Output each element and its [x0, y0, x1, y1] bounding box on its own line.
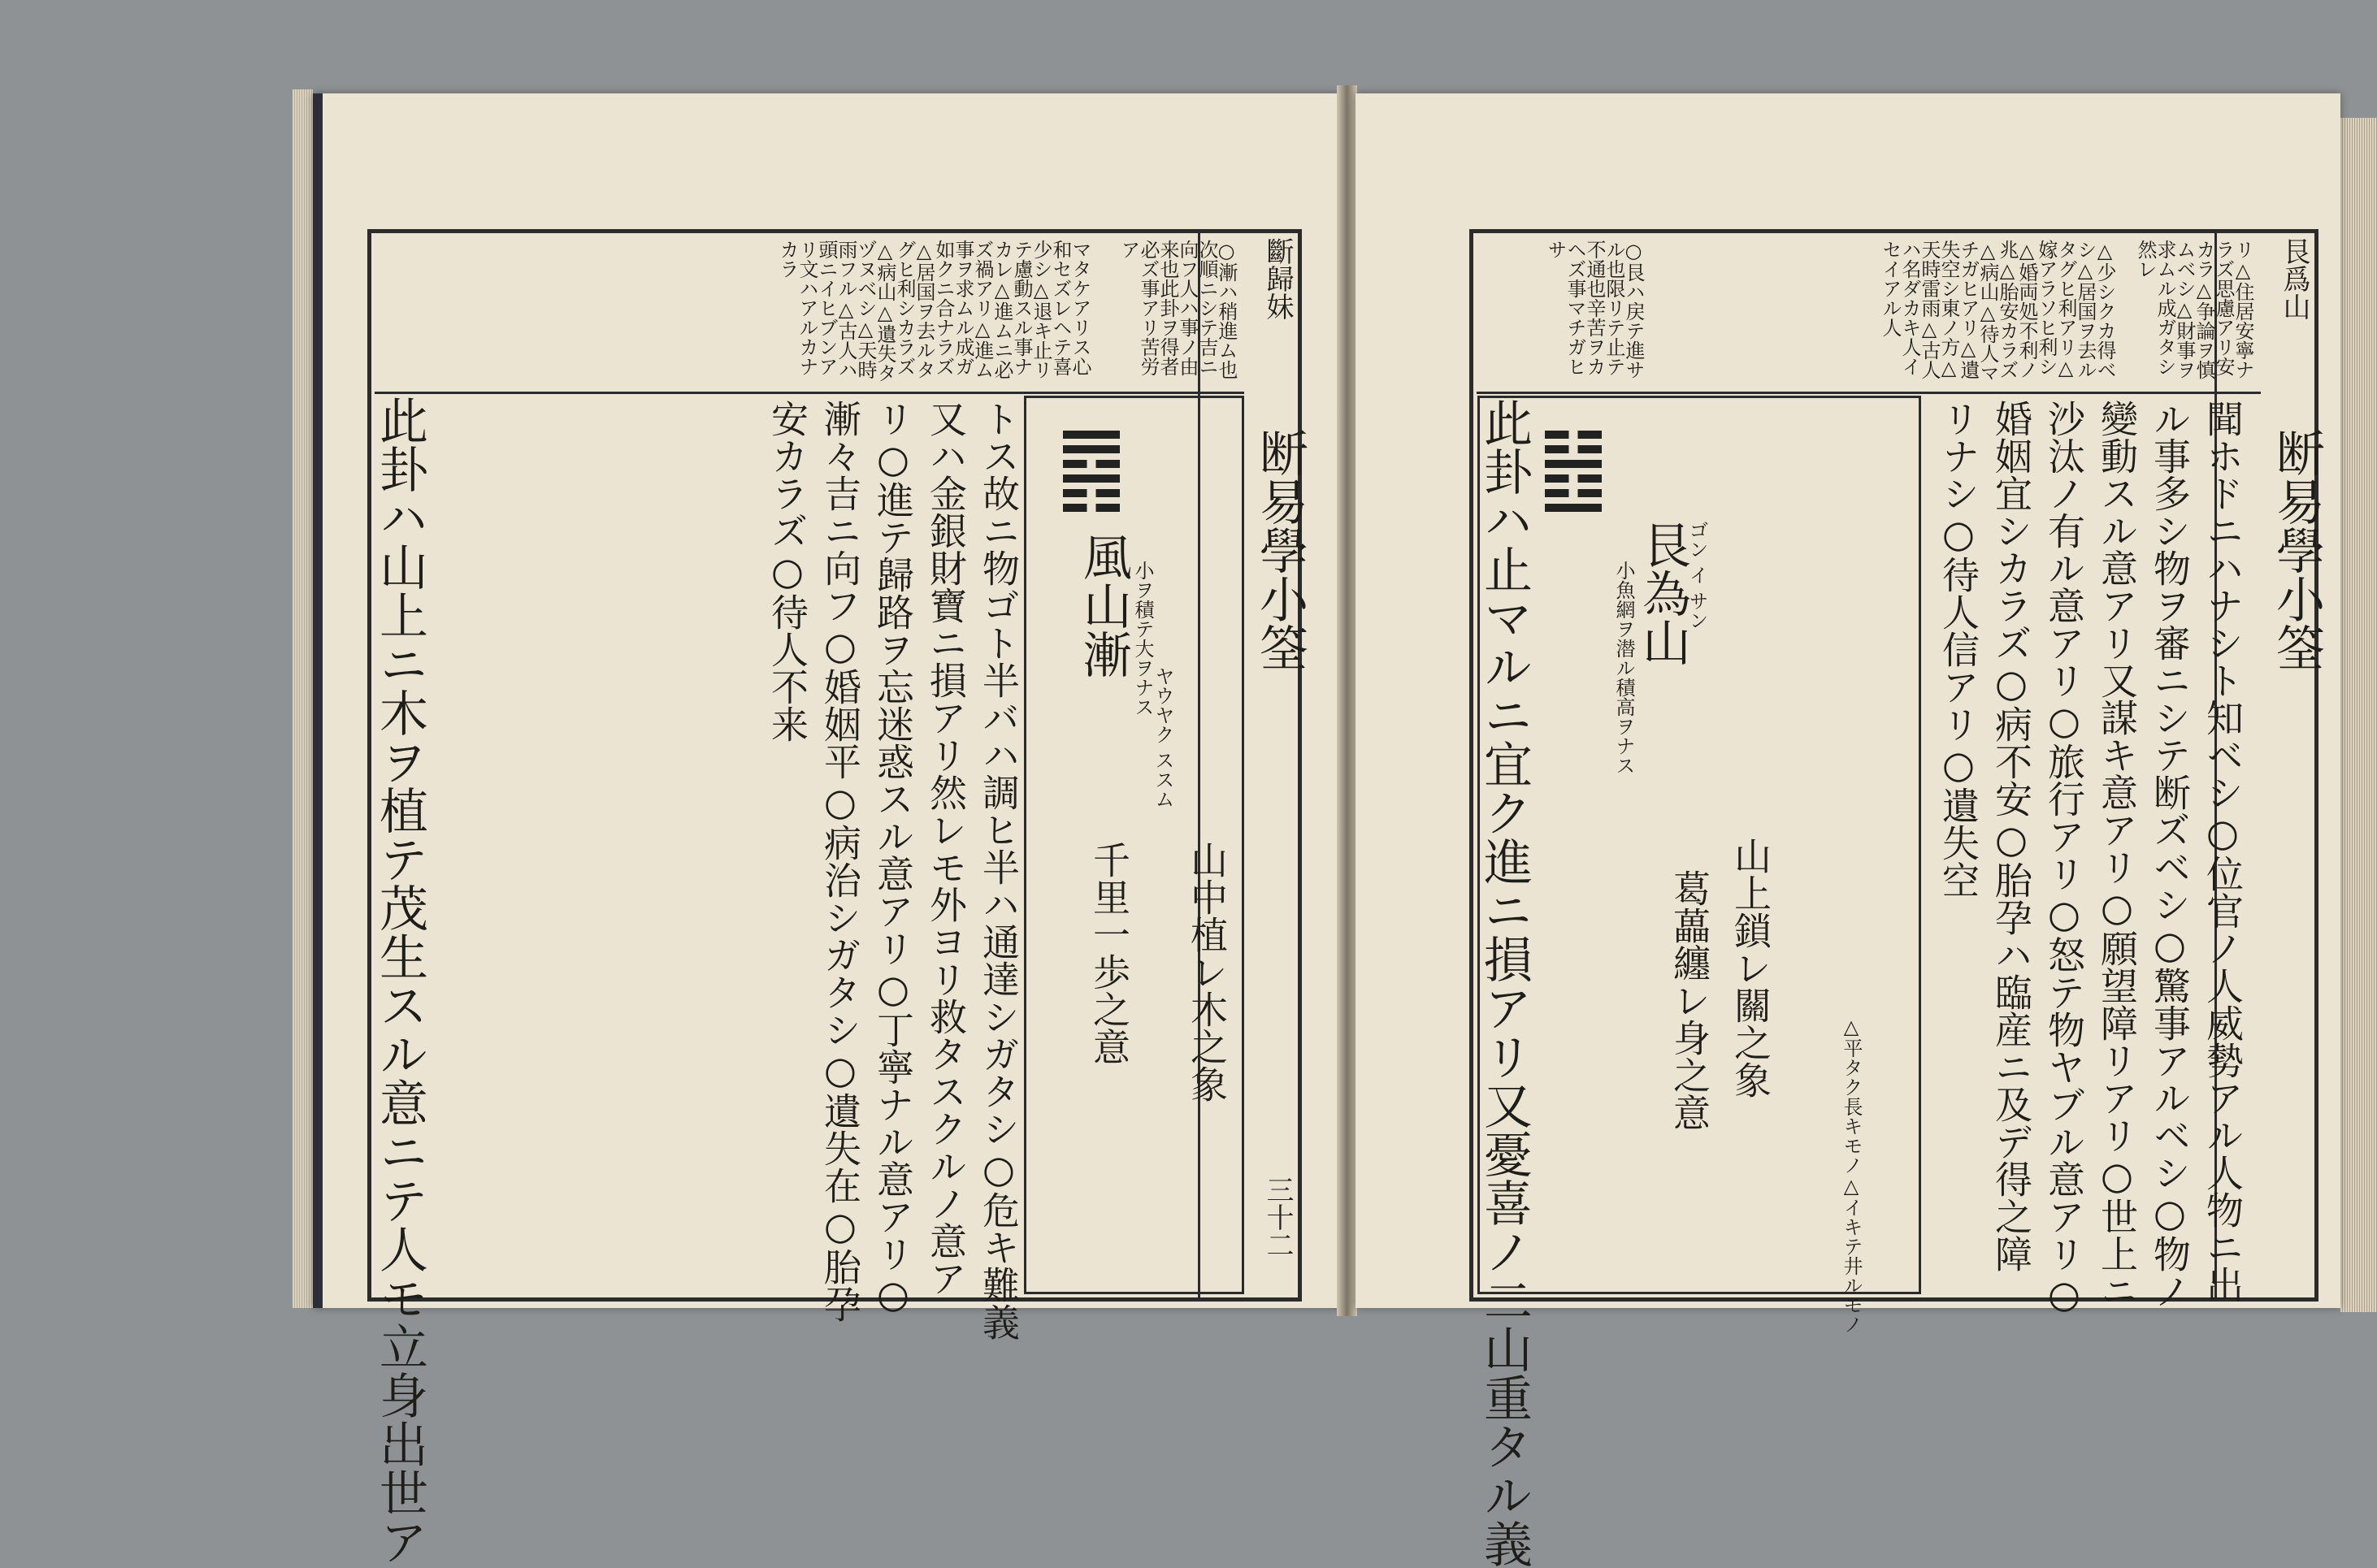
left-notes-1: ○漸ハ稍進ム也次順ニシテ吉ニ向フ人ハ事ノ由来也此卦ヲ得者必ズ事アリ苦労ア: [1117, 240, 1238, 379]
right-hexagram-reading: ゴン イ サン: [1685, 520, 1708, 630]
hexagram-symbol-icon: [1545, 431, 1602, 518]
left-page-edges: [293, 89, 313, 1308]
right-body-line-1: 聞ホドニハナシト知ベシ○位官ノ人威勢アル人物ニ出: [2201, 400, 2245, 1303]
left-body-line-5: 安カラズ○待人不来: [766, 400, 809, 743]
left-hexagram-box: [1024, 396, 1244, 1294]
right-notes-3: ○艮ハ戻テ進サル也限リテ止テ不通也辛苦ヲカヘズ事マチガヒサ: [1544, 240, 1645, 379]
right-body-line-5: 婚姻宜シカラズ○病不安○胎孕ハ臨産ニ及デ得之障: [1989, 400, 2033, 1272]
right-body-line-2: ル事多シ物ヲ審ニシテ断ズベシ○驚事アルベシ○物ノ: [2148, 400, 2192, 1310]
left-image-phrase-1: 山中植レ木之象: [1185, 841, 1229, 1102]
right-notes-bottom: △平タク長キモノ△イキテ井ルモノ: [1840, 1016, 1863, 1334]
left-hexagram-label: 斷歸妹: [1261, 237, 1294, 320]
right-hexagram-label: 艮爲山: [2278, 237, 2310, 320]
right-notes-1: リ△住居安寧ナラズ思慮アリ安カラ△争論ヲ慎ムベシ△財事ヲ求ムル成ガタシ然レ: [2134, 240, 2254, 379]
right-hexagram-note: 小魚網ヲ潜ル積高ヲナス: [1612, 561, 1635, 775]
right-body-line-6: リナシ○待人信アリ○遺失空: [1937, 400, 1980, 899]
right-commentary: 此卦ハ止マルニ宜ク進ニ損アリ又憂喜ノ二山重タル義: [1476, 398, 1533, 1568]
left-folio: 三十二: [1261, 1176, 1294, 1258]
hexagram-symbol-icon: [1063, 431, 1120, 518]
right-hexagram-box: [1476, 396, 1921, 1568]
right-notes-2: △少シクカ得ベシ△居国ヲ去ルタグヒ利アリ△嫁アラソヒ利シ△婚両処不利ノ兆△胎安カラズ△病山△待人マチガヒアリ△遺失空シ東ノ方△天時雷雨△古人ハ名ダカキ人イセイアル人: [1879, 240, 2116, 383]
left-hexagram-reading: ヤウヤク ススム: [1152, 666, 1174, 809]
right-header-notes: [1477, 233, 2261, 394]
left-running-title: 断易學小筌: [1251, 428, 1308, 672]
right-image-phrase-1: 山上鎖レ關之象: [1729, 837, 1772, 1098]
left-body-line-4: 漸々吉ニ向フ○婚姻平○病治シガタシ○遺失在○胎孕: [818, 400, 862, 1323]
left-hexagram-name: 風山漸: [1075, 532, 1132, 678]
left-body-line-2: 又ハ金銀財寶ニ損アリ然レモ外ヨリ救タスクルノ意ア: [924, 400, 968, 1297]
left-header-notes: [375, 233, 1244, 394]
left-notes-2: マタケアリス心和セズレヘテ喜少シ△退キ止リテ慮動スル事ナカレ△進ムニ必ズ禍アリ△進ム事ヲ求ムル成ガ如クニ合ナラズ△居国ヲ去ルタグヒ利シカラズ△病山△遺失タヅヌベシ△天時雨フル△古人ハ頭ニイヒブンアリ文ハアルカナカラ: [776, 240, 1091, 383]
right-page: [1355, 93, 2340, 1568]
left-page-frame: [367, 229, 1308, 1566]
right-image-phrase-2: 葛藟纏レ身之意: [1668, 869, 1711, 1131]
right-running-title: 断易學小筌: [2268, 428, 2325, 672]
left-image-phrase-2: 千里一歩之意: [1087, 841, 1131, 1065]
right-page-frame: [1469, 229, 2325, 1568]
left-page: [313, 93, 1348, 1566]
left-body-line-3: リ○進テ歸路ヲ忘迷惑スル意アリ○丁寧ナル意アリ○: [871, 400, 915, 1316]
right-page-edges: [2340, 118, 2377, 1312]
left-body-line-1: トス故ニ物ゴト半バハ調ヒ半ハ通達シガタシ○危キ難義: [977, 400, 1021, 1341]
left-hexagram-note: 小ヲ積テ大ヲナス: [1131, 561, 1154, 717]
right-body-line-3: 變動スル意アリ又謀キ意アリ○願望障リアリ○世上ニ: [2095, 400, 2139, 1310]
book-gutter: [1337, 85, 1357, 1316]
right-hexagram-name: 艮為山: [1634, 520, 1691, 666]
right-body-line-4: 沙汰ノ有ル意アリ○旅行アリ○怒テ物ヤブル意アリ○: [2042, 400, 2086, 1316]
open-book: [293, 85, 2325, 1568]
left-commentary: 此卦ハ山上ニ木ヲ植テ茂生スル意ニテ人モ立身出世ア: [371, 396, 428, 1566]
